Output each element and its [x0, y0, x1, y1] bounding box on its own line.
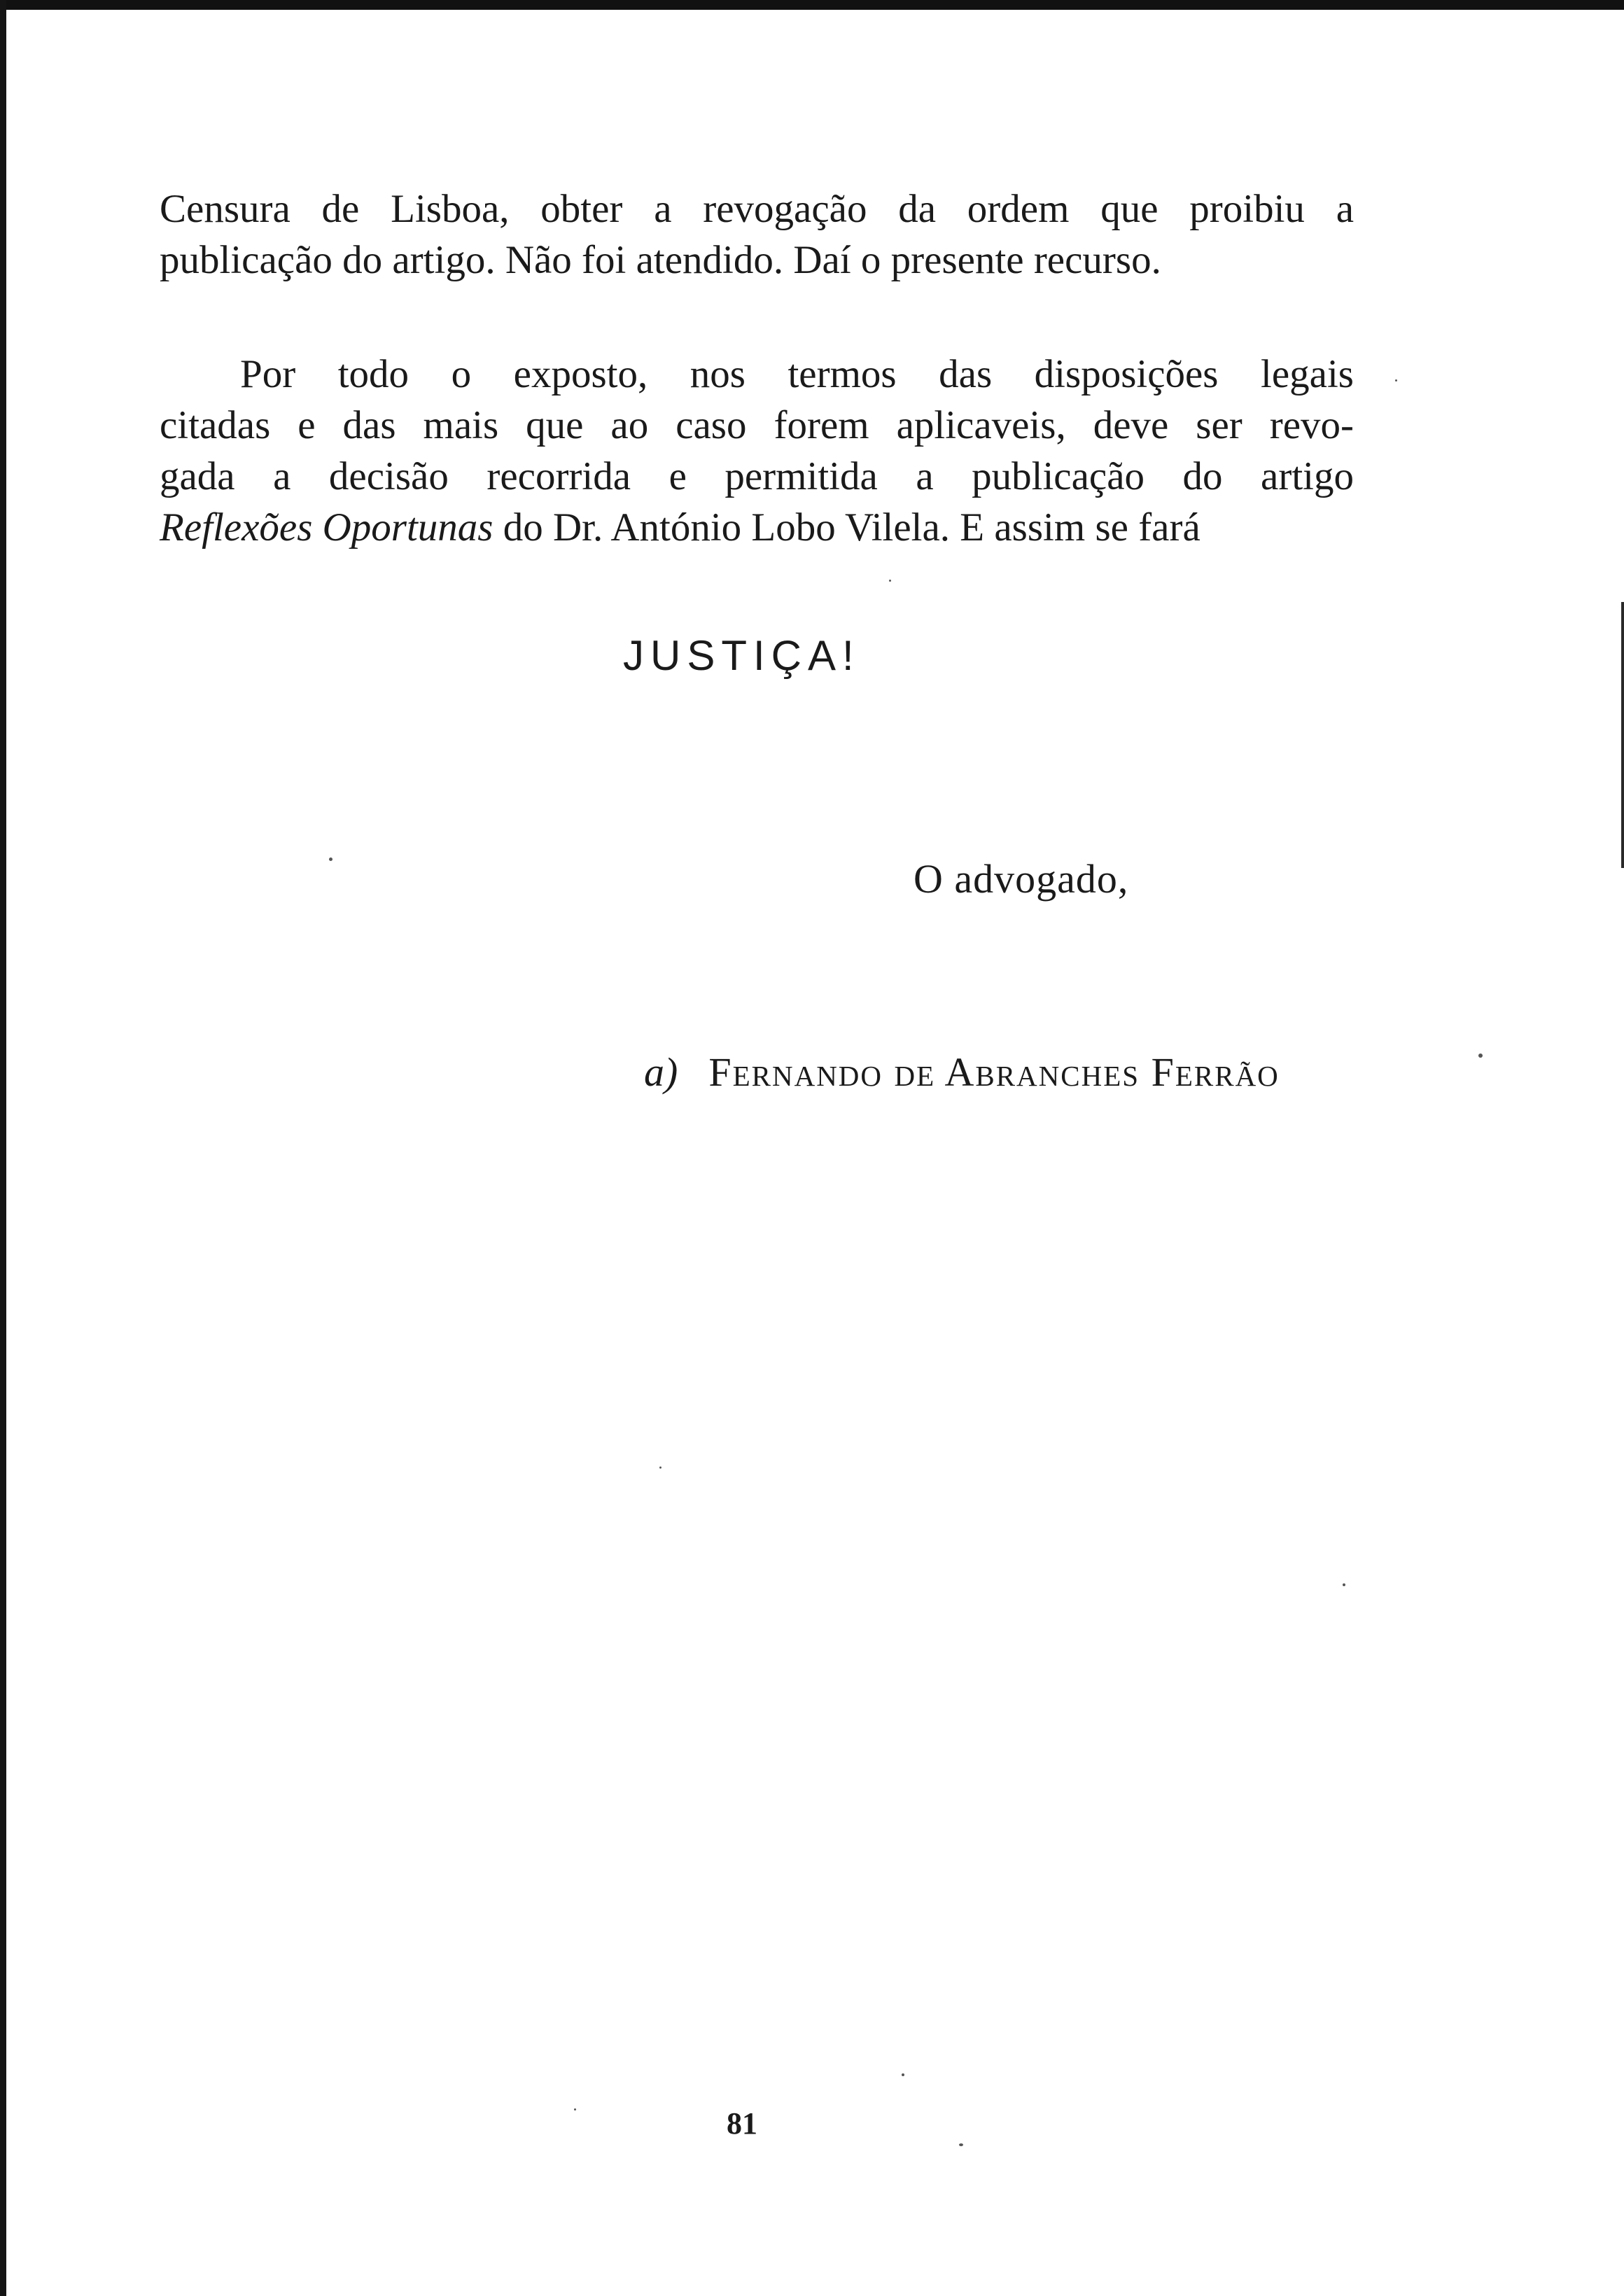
- scan-border-left: [0, 0, 6, 2296]
- paragraph-2-line: gada a decisão recorrida e permitida a publicação do artigo: [160, 454, 1354, 498]
- signature-line: [644, 1049, 1280, 1096]
- signature-mark: a): [644, 1049, 678, 1095]
- lawyer-role-label: O advogado,: [913, 856, 1129, 902]
- document-page: [160, 183, 1354, 553]
- scan-speck: [1343, 1583, 1345, 1586]
- article-title: Reflexões Oportunas: [160, 505, 493, 550]
- paragraph-2: [160, 349, 1354, 553]
- scan-speck: [889, 580, 891, 582]
- scan-speck: [1478, 1054, 1483, 1058]
- scan-border-top: [0, 0, 1624, 10]
- scan-border-right: [1621, 602, 1624, 868]
- scan-speck: [329, 858, 332, 861]
- paragraph-2-line: citadas e das mais que ao caso forem aplicaveis, deve ser revo-: [160, 403, 1354, 447]
- signature-name: Fernando de Abranches Ferrão: [708, 1049, 1280, 1095]
- scan-speck: [902, 2073, 904, 2076]
- justice-heading: JUSTIÇA!: [623, 632, 860, 679]
- paragraph-2-line-rest: do Dr. António Lobo Vilela. E assim se fará: [493, 505, 1200, 550]
- paragraph-2-line: [160, 502, 1354, 553]
- scan-speck: [574, 2108, 576, 2110]
- paragraph-1-line: Censura de Lisboa, obter a revogação da ordem que proibiu a: [160, 187, 1354, 231]
- paragraph-1-line: publicação do artigo. Não foi atendido. Daí o presente recurso.: [160, 238, 1161, 282]
- scan-speck: [959, 2143, 963, 2146]
- scan-speck: [1395, 379, 1397, 382]
- scan-speck: [659, 1466, 662, 1469]
- paragraph-1: [160, 183, 1354, 286]
- paragraph-2-line: Por todo o exposto, nos termos das disposições legais: [240, 352, 1354, 396]
- page-number: 81: [727, 2106, 757, 2141]
